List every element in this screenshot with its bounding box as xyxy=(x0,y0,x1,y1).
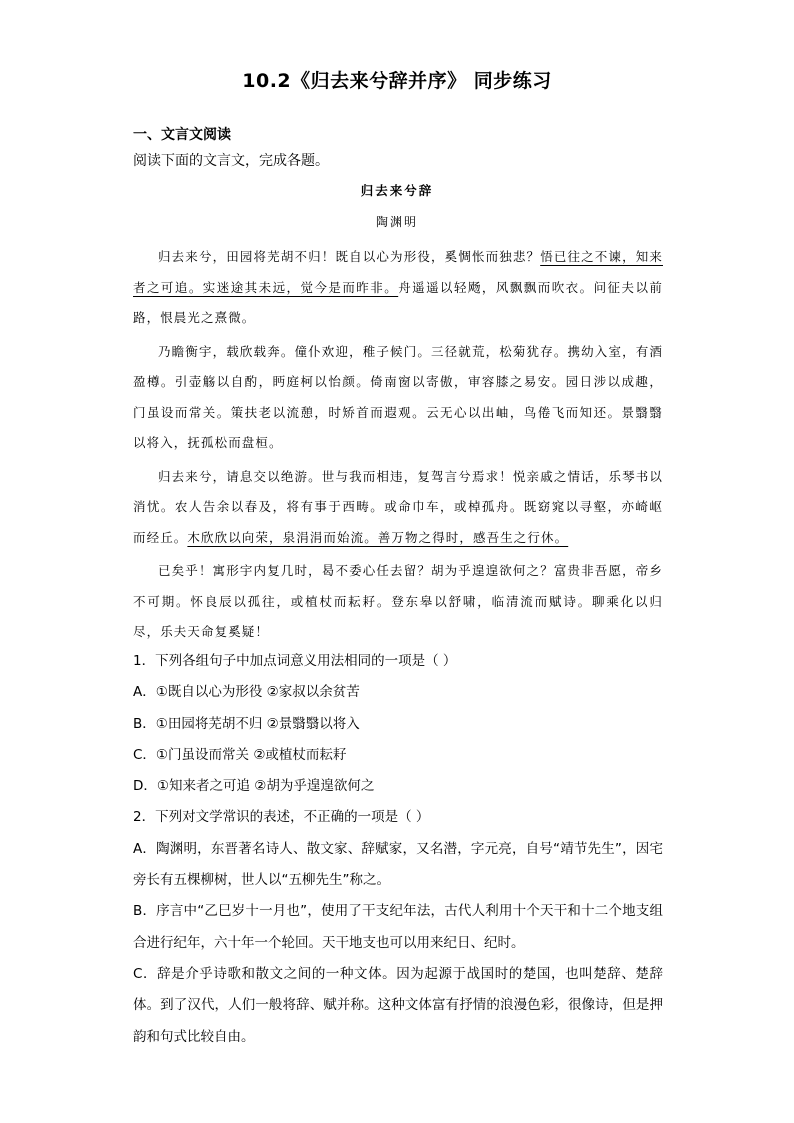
underlined-sentence: 木欣欣以向荣，泉涓涓而始流。善万物之得时，感吾生之行休。 xyxy=(187,529,569,545)
passage-paragraph-4: 已矣乎！寓形宇内复几时，曷不委心任去留？胡为乎遑遑欲何之？富贵非吾愿，帝乡不可期。怀良辰以孤往，或植杖而耘耔。登东皋以舒啸，临清流而赋诗。聊乘化以归尽，乐夫天命复奚疑！ xyxy=(133,563,663,639)
section-heading: 一、文言文阅读 xyxy=(133,127,231,143)
question-1-option-d: D．①知来者之可追 ②胡为乎遑遑欲何之 xyxy=(133,778,375,795)
question-1-option-a: A．①既自以心为形役 ②家叔以余贫苦 xyxy=(133,684,360,701)
underlined-sentence: 悟已往之不谏，知来者之可追。实迷途其未远，觉今是而昨非。 xyxy=(133,249,663,295)
question-2-option-a: A．陶渊明，东晋著名诗人、散文家、辞赋家，又名潜，字元亮，自号“靖节先生”，因宅旁长有五棵柳树，世人以“五柳先生”称之。 xyxy=(133,840,663,889)
question-2-option-b: B．序言中“乙巳岁十一月也”，使用了干支纪年法，古代人利用十个天干和十二个地支组合进行纪年，六十年一个轮回。天干地支也可以用来纪日、纪时。 xyxy=(133,903,663,951)
question-1-option-b: B．①田园将芜胡不归 ②景翳翳以将入 xyxy=(133,715,360,732)
question-1-option-c: C．①门虽设而常关 ②或植杖而耘耔 xyxy=(133,746,347,763)
page-title: 10.2《归去来兮辞并序》 同步练习 xyxy=(242,70,552,92)
passage-paragraph-3 xyxy=(133,462,663,554)
passage-title: 归去来兮辞 xyxy=(360,183,434,198)
passage-author: 陶渊明 xyxy=(375,215,418,229)
question-1-stem: 1．下列各组句子中加点词意义用法相同的一项是（ ） xyxy=(133,653,457,669)
question-2-option-c: C．辞是介乎诗歌和散文之间的一种文体。因为起源于战国时的楚国，也叫楚辞、楚辞体。到了汉代，人们一般将辞、赋并称。这种文体富有抒情的浪漫色彩，很像诗，但是押韵和句式比较自由。 xyxy=(133,965,663,1045)
question-list xyxy=(133,646,663,1053)
question-2-stem: 2．下列对文学常识的表述，不正确的一项是（ ） xyxy=(133,809,430,826)
passage-text: 归去来兮，田园将芜胡不归！既自以心为形役，奚惆怅而独悲？ xyxy=(158,249,541,264)
passage-text: 舟遥遥以轻飏，风飘飘而吹衣。问征夫以前路，恨晨光之熹微。 xyxy=(133,279,664,325)
passage-body xyxy=(133,242,663,648)
instruction-text: 阅读下面的文言文，完成各题。 xyxy=(133,153,329,169)
passage-text: 归去来兮，请息交以绝游。世与我而相违，复驾言兮焉求！悦亲戚之情话，乐琴书以消忧。农人告余以春及，将有事于西畴。或命巾车，或棹孤舟。既窈窕以寻壑，亦崎岖而经丘。 xyxy=(133,468,663,545)
passage-paragraph-2: 乃瞻衡宇，载欣载奔。僮仆欢迎，稚子候门。三径就荒，松菊犹存。携幼入室，有酒盈樽。引壶觞以自酌，眄庭柯以怡颜。倚南窗以寄傲，审容膝之易安。园日涉以成趣，门虽设而常关。策扶老以流憩，时矫首而遐观。云无心以出岫，鸟倦飞而知还。景翳翳以将入，抚孤松而盘桓。 xyxy=(133,343,663,450)
passage-paragraph-1 xyxy=(133,242,663,334)
